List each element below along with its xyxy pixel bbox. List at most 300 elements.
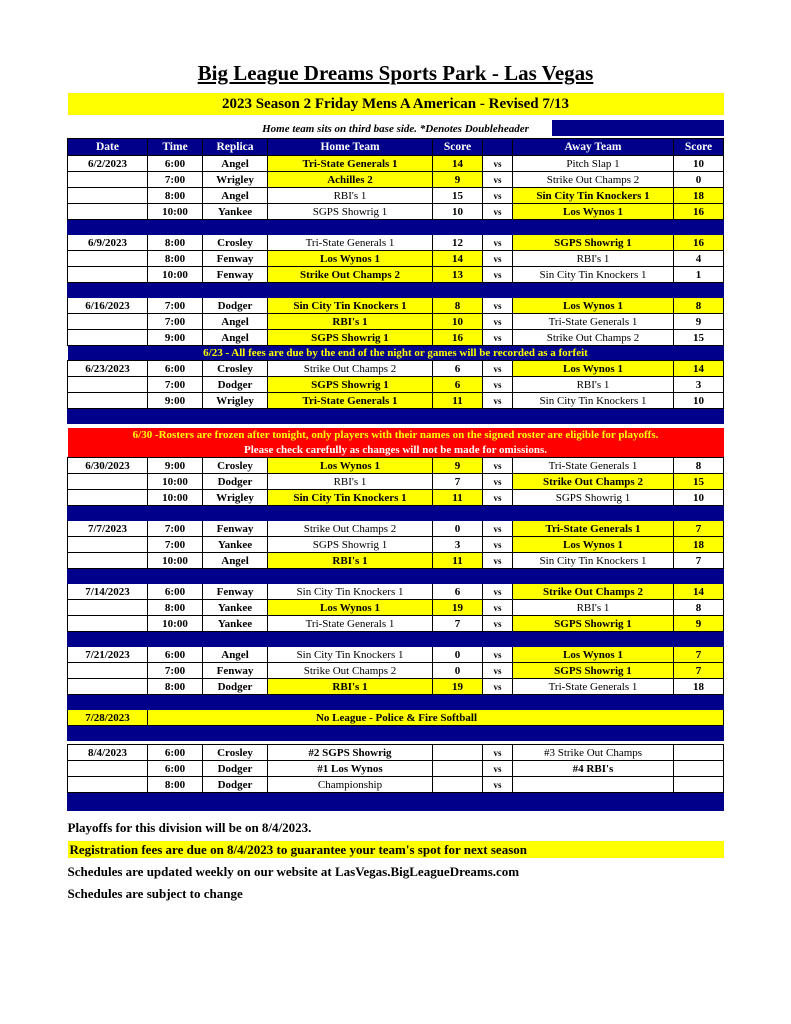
away-team-cell: Pitch Slap 1 bbox=[513, 156, 674, 172]
game-row bbox=[68, 204, 724, 220]
time-cell: 9:00 bbox=[148, 458, 203, 474]
replica-cell: Fenway bbox=[203, 521, 268, 537]
home-team-cell: #1 Los Wynos bbox=[268, 761, 433, 777]
notice-row bbox=[68, 346, 724, 361]
away-score-cell: 8 bbox=[674, 600, 724, 616]
note-row bbox=[68, 120, 724, 136]
date-cell bbox=[68, 490, 148, 506]
away-score-cell: 1 bbox=[674, 267, 724, 283]
time-cell: 8:00 bbox=[148, 600, 203, 616]
away-score-cell: 7 bbox=[674, 647, 724, 663]
away-team-cell: Strike Out Champs 2 bbox=[513, 584, 674, 600]
home-team-cell: SGPS Showrig 1 bbox=[268, 204, 433, 220]
replica-cell: Crosley bbox=[203, 458, 268, 474]
separator-row bbox=[68, 569, 724, 584]
time-cell: 7:00 bbox=[148, 537, 203, 553]
separator-row bbox=[68, 283, 724, 298]
home-team-cell: Tri-State Generals 1 bbox=[268, 393, 433, 409]
header-home-score: Score bbox=[433, 139, 483, 156]
away-team-cell: Los Wynos 1 bbox=[513, 361, 674, 377]
time-cell: 6:00 bbox=[148, 156, 203, 172]
separator-bar bbox=[68, 632, 724, 647]
separator-bar bbox=[68, 569, 724, 584]
home-team-cell: RBI's 1 bbox=[268, 314, 433, 330]
away-team-cell: RBI's 1 bbox=[513, 251, 674, 267]
subject-to-change-note: Schedules are subject to change bbox=[67, 886, 243, 901]
date-cell bbox=[68, 600, 148, 616]
separator-bar bbox=[68, 409, 724, 424]
away-score-cell: 10 bbox=[674, 393, 724, 409]
vs-label: vs bbox=[483, 647, 513, 663]
home-team-cell: Sin City Tin Knockers 1 bbox=[268, 647, 433, 663]
vs-label: vs bbox=[483, 251, 513, 267]
date-cell bbox=[68, 553, 148, 569]
date-cell: 8/4/2023 bbox=[68, 745, 148, 761]
home-score-cell: 11 bbox=[433, 393, 483, 409]
notice-row bbox=[68, 428, 724, 443]
away-team-cell: SGPS Showrig 1 bbox=[513, 616, 674, 632]
away-team-cell: Los Wynos 1 bbox=[513, 647, 674, 663]
header-vs bbox=[483, 139, 513, 156]
home-team-cell: #2 SGPS Showrig bbox=[268, 745, 433, 761]
home-score-cell: 9 bbox=[433, 458, 483, 474]
date-cell bbox=[68, 537, 148, 553]
game-row bbox=[68, 251, 724, 267]
home-team-cell: SGPS Showrig 1 bbox=[268, 330, 433, 346]
away-team-cell: Tri-State Generals 1 bbox=[513, 679, 674, 695]
replica-cell: Dodger bbox=[203, 761, 268, 777]
date-cell: 6/16/2023 bbox=[68, 298, 148, 314]
replica-cell: Yankee bbox=[203, 600, 268, 616]
vs-label: vs bbox=[483, 616, 513, 632]
date-cell bbox=[68, 188, 148, 204]
vs-label: vs bbox=[483, 188, 513, 204]
date-cell bbox=[68, 377, 148, 393]
time-cell: 10:00 bbox=[148, 616, 203, 632]
game-row bbox=[68, 172, 724, 188]
time-cell: 7:00 bbox=[148, 314, 203, 330]
separator-bar bbox=[68, 695, 724, 710]
separator-row bbox=[68, 695, 724, 710]
header-away-score: Score bbox=[674, 139, 724, 156]
game-row bbox=[68, 584, 724, 600]
separator-row bbox=[68, 409, 724, 424]
home-team-cell: Los Wynos 1 bbox=[268, 251, 433, 267]
time-cell: 8:00 bbox=[148, 679, 203, 695]
date-cell: 7/28/2023 bbox=[68, 710, 148, 726]
game-row bbox=[68, 663, 724, 679]
vs-label: vs bbox=[483, 172, 513, 188]
schedule-table bbox=[67, 138, 724, 811]
replica-cell: Angel bbox=[203, 314, 268, 330]
time-cell: 10:00 bbox=[148, 204, 203, 220]
home-score-cell: 3 bbox=[433, 537, 483, 553]
away-team-cell: Tri-State Generals 1 bbox=[513, 521, 674, 537]
separator-bar bbox=[68, 506, 724, 521]
vs-label: vs bbox=[483, 377, 513, 393]
replica-cell: Angel bbox=[203, 156, 268, 172]
replica-cell: Angel bbox=[203, 553, 268, 569]
replica-cell: Crosley bbox=[203, 745, 268, 761]
home-team-cell: Strike Out Champs 2 bbox=[268, 267, 433, 283]
replica-cell: Dodger bbox=[203, 298, 268, 314]
replica-cell: Angel bbox=[203, 647, 268, 663]
date-cell bbox=[68, 314, 148, 330]
away-score-cell bbox=[674, 761, 724, 777]
away-score-cell: 14 bbox=[674, 584, 724, 600]
vs-label: vs bbox=[483, 553, 513, 569]
time-cell: 6:00 bbox=[148, 647, 203, 663]
home-score-cell: 8 bbox=[433, 298, 483, 314]
date-cell bbox=[68, 474, 148, 490]
home-team-cell: Tri-State Generals 1 bbox=[268, 235, 433, 251]
game-row bbox=[68, 330, 724, 346]
home-score-cell bbox=[433, 761, 483, 777]
away-score-cell: 7 bbox=[674, 553, 724, 569]
vs-label: vs bbox=[483, 298, 513, 314]
replica-cell: Fenway bbox=[203, 584, 268, 600]
date-cell bbox=[68, 616, 148, 632]
away-score-cell: 4 bbox=[674, 251, 724, 267]
vs-label: vs bbox=[483, 745, 513, 761]
home-score-cell: 0 bbox=[433, 521, 483, 537]
vs-label: vs bbox=[483, 314, 513, 330]
game-row bbox=[68, 537, 724, 553]
vs-label: vs bbox=[483, 393, 513, 409]
away-team-cell: Los Wynos 1 bbox=[513, 537, 674, 553]
vs-label: vs bbox=[483, 761, 513, 777]
vs-label: vs bbox=[483, 600, 513, 616]
header-time: Time bbox=[148, 139, 203, 156]
date-cell bbox=[68, 679, 148, 695]
home-score-cell: 6 bbox=[433, 361, 483, 377]
home-team-cell: RBI's 1 bbox=[268, 679, 433, 695]
home-team-cell: Championship bbox=[268, 777, 433, 793]
home-score-cell: 14 bbox=[433, 251, 483, 267]
season-banner: 2023 Season 2 Friday Mens A American - Revised 7/13 bbox=[68, 93, 724, 115]
away-score-cell: 8 bbox=[674, 458, 724, 474]
away-score-cell: 8 bbox=[674, 298, 724, 314]
game-row bbox=[68, 235, 724, 251]
date-cell bbox=[68, 251, 148, 267]
away-score-cell: 18 bbox=[674, 537, 724, 553]
away-score-cell: 3 bbox=[674, 377, 724, 393]
home-score-cell bbox=[433, 777, 483, 793]
away-team-cell: SGPS Showrig 1 bbox=[513, 490, 674, 506]
time-cell: 7:00 bbox=[148, 521, 203, 537]
replica-cell: Crosley bbox=[203, 361, 268, 377]
vs-label: vs bbox=[483, 521, 513, 537]
date-cell: 6/23/2023 bbox=[68, 361, 148, 377]
away-score-cell bbox=[674, 745, 724, 761]
home-score-cell: 13 bbox=[433, 267, 483, 283]
separator-row bbox=[68, 220, 724, 235]
away-score-cell: 15 bbox=[674, 330, 724, 346]
home-score-cell: 10 bbox=[433, 314, 483, 330]
game-row bbox=[68, 458, 724, 474]
away-score-cell: 9 bbox=[674, 314, 724, 330]
away-team-cell: Strike Out Champs 2 bbox=[513, 172, 674, 188]
time-cell: 6:00 bbox=[148, 745, 203, 761]
game-row bbox=[68, 361, 724, 377]
away-team-cell bbox=[513, 777, 674, 793]
separator-bar bbox=[68, 283, 724, 298]
time-cell: 9:00 bbox=[148, 393, 203, 409]
away-team-cell: Strike Out Champs 2 bbox=[513, 330, 674, 346]
date-cell bbox=[68, 761, 148, 777]
away-team-cell: Sin City Tin Knockers 1 bbox=[513, 188, 674, 204]
separator-row bbox=[68, 726, 724, 741]
vs-label: vs bbox=[483, 584, 513, 600]
home-team-cell: SGPS Showrig 1 bbox=[268, 537, 433, 553]
website-note: Schedules are updated weekly on our website at LasVegas.BigLeagueDreams.com bbox=[67, 864, 520, 879]
separator-bar bbox=[68, 220, 724, 235]
away-team-cell: RBI's 1 bbox=[513, 377, 674, 393]
note-navy-bar bbox=[552, 120, 724, 136]
replica-cell: Fenway bbox=[203, 663, 268, 679]
home-score-cell: 15 bbox=[433, 188, 483, 204]
time-cell: 10:00 bbox=[148, 490, 203, 506]
vs-label: vs bbox=[483, 537, 513, 553]
game-row bbox=[68, 267, 724, 283]
home-score-cell: 0 bbox=[433, 647, 483, 663]
header-away-team: Away Team bbox=[513, 139, 674, 156]
date-cell: 7/21/2023 bbox=[68, 647, 148, 663]
time-cell: 8:00 bbox=[148, 777, 203, 793]
separator-bar bbox=[68, 726, 724, 741]
away-score-cell: 10 bbox=[674, 490, 724, 506]
away-team-cell: Sin City Tin Knockers 1 bbox=[513, 393, 674, 409]
away-team-cell: #4 RBI's bbox=[513, 761, 674, 777]
vs-label: vs bbox=[483, 679, 513, 695]
away-team-cell: Sin City Tin Knockers 1 bbox=[513, 267, 674, 283]
registration-note: Registration fees are due on 8/4/2023 to guarantee your team's spot for next season bbox=[68, 841, 724, 858]
game-row bbox=[68, 188, 724, 204]
schedule-table-body bbox=[68, 156, 724, 811]
away-team-cell: Sin City Tin Knockers 1 bbox=[513, 553, 674, 569]
playoffs-note: Playoffs for this division will be on 8/4/2023. bbox=[67, 820, 312, 835]
home-score-cell: 19 bbox=[433, 600, 483, 616]
date-cell bbox=[68, 172, 148, 188]
home-team-cell: RBI's 1 bbox=[268, 188, 433, 204]
notice-text: Please check carefully as changes will not be made for omissions. bbox=[68, 443, 724, 458]
date-cell bbox=[68, 393, 148, 409]
game-row bbox=[68, 647, 724, 663]
time-cell: 10:00 bbox=[148, 553, 203, 569]
game-row bbox=[68, 156, 724, 172]
replica-cell: Wrigley bbox=[203, 490, 268, 506]
away-score-cell: 18 bbox=[674, 679, 724, 695]
notice-text: 6/30 -Rosters are frozen after tonight, only players with their names on the signed roster are eligible for playoffs. bbox=[68, 428, 724, 443]
time-cell: 9:00 bbox=[148, 330, 203, 346]
game-row bbox=[68, 745, 724, 761]
footer bbox=[68, 819, 724, 902]
away-score-cell: 7 bbox=[674, 663, 724, 679]
separator-row bbox=[68, 793, 724, 811]
time-cell: 8:00 bbox=[148, 188, 203, 204]
header-home-team: Home Team bbox=[268, 139, 433, 156]
date-cell: 7/14/2023 bbox=[68, 584, 148, 600]
time-cell: 7:00 bbox=[148, 298, 203, 314]
away-team-cell: Los Wynos 1 bbox=[513, 298, 674, 314]
away-score-cell: 16 bbox=[674, 204, 724, 220]
replica-cell: Dodger bbox=[203, 679, 268, 695]
game-row bbox=[68, 393, 724, 409]
date-cell: 6/30/2023 bbox=[68, 458, 148, 474]
time-cell: 7:00 bbox=[148, 663, 203, 679]
away-team-cell: RBI's 1 bbox=[513, 600, 674, 616]
time-cell: 10:00 bbox=[148, 267, 203, 283]
away-team-cell: SGPS Showrig 1 bbox=[513, 663, 674, 679]
time-cell: 7:00 bbox=[148, 172, 203, 188]
home-team-cell: RBI's 1 bbox=[268, 474, 433, 490]
vs-label: vs bbox=[483, 156, 513, 172]
game-row bbox=[68, 777, 724, 793]
home-score-cell: 16 bbox=[433, 330, 483, 346]
away-score-cell: 7 bbox=[674, 521, 724, 537]
away-score-cell bbox=[674, 777, 724, 793]
separator-bar bbox=[68, 793, 724, 811]
vs-label: vs bbox=[483, 490, 513, 506]
replica-cell: Angel bbox=[203, 188, 268, 204]
home-score-cell: 11 bbox=[433, 553, 483, 569]
vs-label: vs bbox=[483, 204, 513, 220]
game-row bbox=[68, 314, 724, 330]
home-score-cell: 9 bbox=[433, 172, 483, 188]
home-score-cell: 6 bbox=[433, 584, 483, 600]
home-score-cell: 11 bbox=[433, 490, 483, 506]
replica-cell: Angel bbox=[203, 330, 268, 346]
away-team-cell: Tri-State Generals 1 bbox=[513, 458, 674, 474]
away-score-cell: 18 bbox=[674, 188, 724, 204]
replica-cell: Wrigley bbox=[203, 393, 268, 409]
time-cell: 8:00 bbox=[148, 235, 203, 251]
home-score-cell: 14 bbox=[433, 156, 483, 172]
replica-cell: Crosley bbox=[203, 235, 268, 251]
date-cell bbox=[68, 663, 148, 679]
separator-row bbox=[68, 506, 724, 521]
note-text: Home team sits on third base side. *Denotes Doubleheader bbox=[262, 123, 529, 135]
away-score-cell: 0 bbox=[674, 172, 724, 188]
away-team-cell: Strike Out Champs 2 bbox=[513, 474, 674, 490]
away-team-cell: Tri-State Generals 1 bbox=[513, 314, 674, 330]
vs-label: vs bbox=[483, 235, 513, 251]
no-league-text: No League - Police & Fire Softball bbox=[148, 710, 724, 726]
home-score-cell: 7 bbox=[433, 474, 483, 490]
time-cell: 8:00 bbox=[148, 251, 203, 267]
home-team-cell: Tri-State Generals 1 bbox=[268, 616, 433, 632]
game-row bbox=[68, 521, 724, 537]
game-row bbox=[68, 600, 724, 616]
replica-cell: Yankee bbox=[203, 537, 268, 553]
replica-cell: Dodger bbox=[203, 474, 268, 490]
replica-cell: Yankee bbox=[203, 616, 268, 632]
time-cell: 6:00 bbox=[148, 361, 203, 377]
header-replica: Replica bbox=[203, 139, 268, 156]
home-team-cell: Sin City Tin Knockers 1 bbox=[268, 298, 433, 314]
home-team-cell: Sin City Tin Knockers 1 bbox=[268, 490, 433, 506]
replica-cell: Wrigley bbox=[203, 172, 268, 188]
vs-label: vs bbox=[483, 474, 513, 490]
header-row bbox=[68, 139, 724, 156]
notice-text: 6/23 - All fees are due by the end of the night or games will be recorded as a forfeit bbox=[68, 346, 724, 361]
time-cell: 7:00 bbox=[148, 377, 203, 393]
away-team-cell: #3 Strike Out Champs bbox=[513, 745, 674, 761]
vs-label: vs bbox=[483, 267, 513, 283]
home-team-cell: Strike Out Champs 2 bbox=[268, 663, 433, 679]
replica-cell: Yankee bbox=[203, 204, 268, 220]
vs-label: vs bbox=[483, 777, 513, 793]
home-score-cell bbox=[433, 745, 483, 761]
replica-cell: Dodger bbox=[203, 377, 268, 393]
vs-label: vs bbox=[483, 663, 513, 679]
replica-cell: Fenway bbox=[203, 267, 268, 283]
away-score-cell: 16 bbox=[674, 235, 724, 251]
date-cell bbox=[68, 267, 148, 283]
date-cell: 6/2/2023 bbox=[68, 156, 148, 172]
game-row bbox=[68, 616, 724, 632]
home-team-cell: Tri-State Generals 1 bbox=[268, 156, 433, 172]
date-cell bbox=[68, 777, 148, 793]
away-score-cell: 15 bbox=[674, 474, 724, 490]
home-score-cell: 0 bbox=[433, 663, 483, 679]
notice-row bbox=[68, 443, 724, 458]
home-score-cell: 7 bbox=[433, 616, 483, 632]
game-row bbox=[68, 553, 724, 569]
away-score-cell: 9 bbox=[674, 616, 724, 632]
time-cell: 6:00 bbox=[148, 584, 203, 600]
game-row bbox=[68, 490, 724, 506]
date-cell: 7/7/2023 bbox=[68, 521, 148, 537]
away-team-cell: Los Wynos 1 bbox=[513, 204, 674, 220]
home-score-cell: 12 bbox=[433, 235, 483, 251]
home-score-cell: 19 bbox=[433, 679, 483, 695]
away-team-cell: SGPS Showrig 1 bbox=[513, 235, 674, 251]
separator-row bbox=[68, 632, 724, 647]
home-team-cell: Strike Out Champs 2 bbox=[268, 361, 433, 377]
date-cell bbox=[68, 204, 148, 220]
game-row bbox=[68, 761, 724, 777]
replica-cell: Dodger bbox=[203, 777, 268, 793]
date-cell bbox=[68, 330, 148, 346]
header-date: Date bbox=[68, 139, 148, 156]
replica-cell: Fenway bbox=[203, 251, 268, 267]
home-team-cell: Los Wynos 1 bbox=[268, 458, 433, 474]
home-team-cell: Achilles 2 bbox=[268, 172, 433, 188]
no-league-row bbox=[68, 710, 724, 726]
home-team-cell: SGPS Showrig 1 bbox=[268, 377, 433, 393]
date-cell: 6/9/2023 bbox=[68, 235, 148, 251]
home-team-cell: Sin City Tin Knockers 1 bbox=[268, 584, 433, 600]
time-cell: 6:00 bbox=[148, 761, 203, 777]
vs-label: vs bbox=[483, 458, 513, 474]
home-team-cell: RBI's 1 bbox=[268, 553, 433, 569]
game-row bbox=[68, 298, 724, 314]
home-team-cell: Los Wynos 1 bbox=[268, 600, 433, 616]
time-cell: 10:00 bbox=[148, 474, 203, 490]
home-score-cell: 6 bbox=[433, 377, 483, 393]
game-row bbox=[68, 377, 724, 393]
away-score-cell: 14 bbox=[674, 361, 724, 377]
vs-label: vs bbox=[483, 361, 513, 377]
game-row bbox=[68, 474, 724, 490]
home-team-cell: Strike Out Champs 2 bbox=[268, 521, 433, 537]
home-score-cell: 10 bbox=[433, 204, 483, 220]
away-score-cell: 10 bbox=[674, 156, 724, 172]
vs-label: vs bbox=[483, 330, 513, 346]
page-title: Big League Dreams Sports Park - Las Vegas bbox=[197, 61, 594, 85]
game-row bbox=[68, 679, 724, 695]
